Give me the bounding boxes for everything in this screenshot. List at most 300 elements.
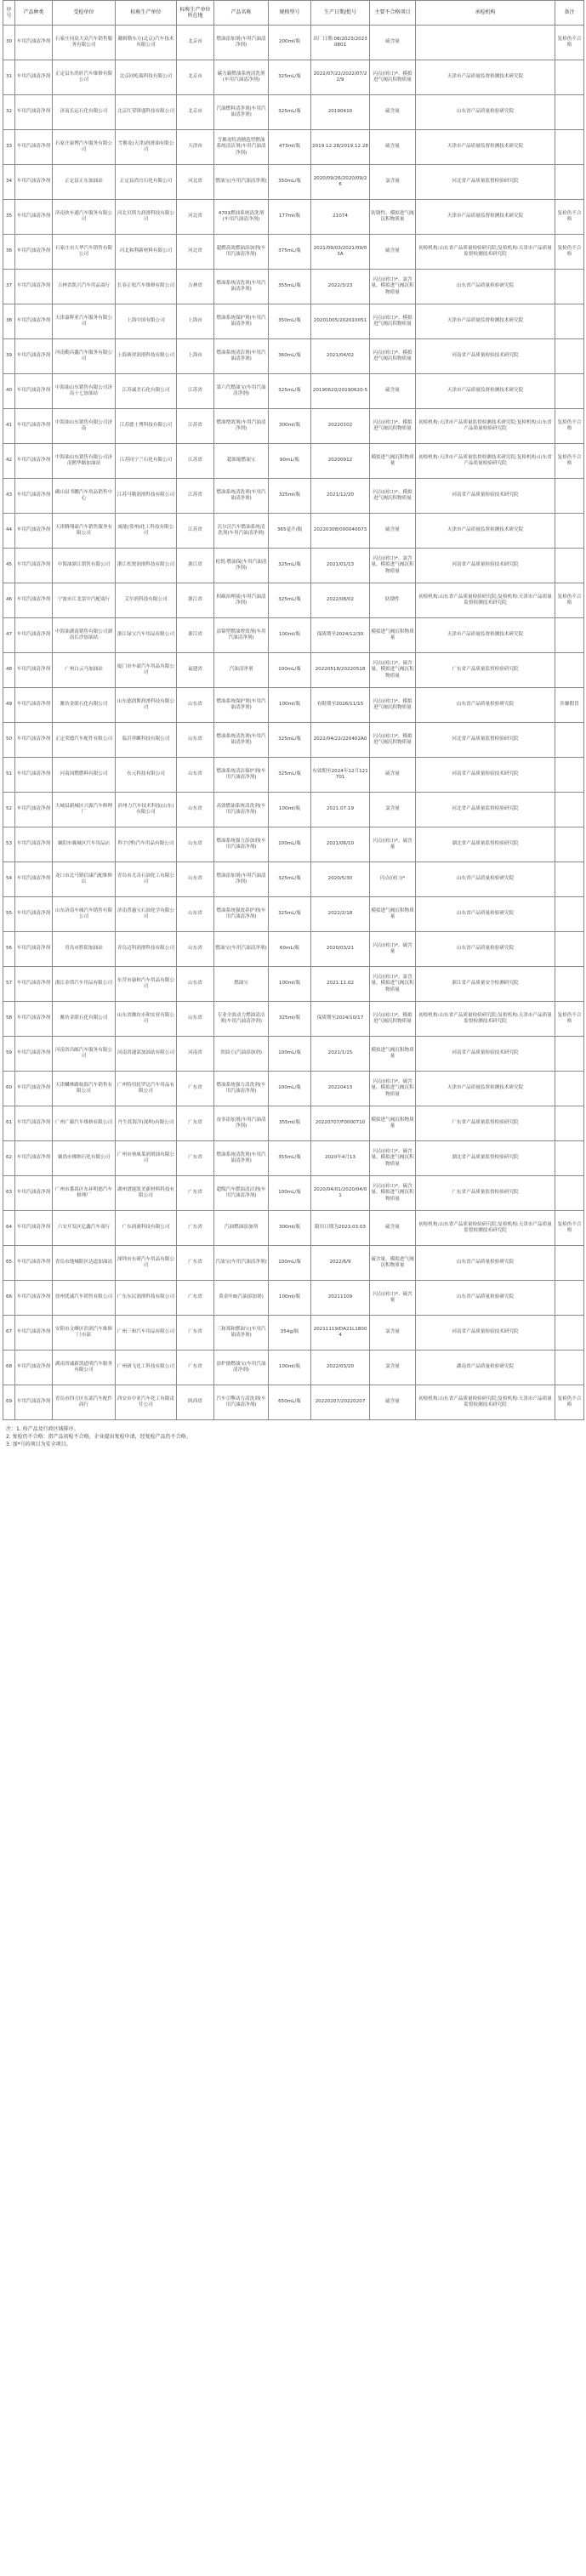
cell-spec: 177ml/瓶 <box>269 200 311 235</box>
cell-location: 浙江省 <box>177 583 214 618</box>
cell-remarks: 复检仍不合格 <box>555 235 584 270</box>
cell-category: 车用汽油清净剂 <box>15 374 53 409</box>
cell-remarks <box>555 723 584 758</box>
table-row <box>3 1385 584 1420</box>
cell-failed-items: 防锈性 <box>370 583 416 618</box>
cell-date: 20211109 <box>311 1281 370 1316</box>
cell-manufacturer: 东营市康和汽车用品有限公司 <box>116 967 177 1002</box>
table-row <box>3 827 584 862</box>
cell-remarks: 复检仍不合格 <box>555 200 584 235</box>
cell-agency: 河南省产品质量检验技术研究院 <box>416 479 555 514</box>
cell-spec: 60mL/瓶 <box>269 932 311 967</box>
cell-seq: 36 <box>3 235 15 270</box>
cell-remarks <box>555 1037 584 1072</box>
cell-location: 山东省 <box>177 897 214 932</box>
cell-inspected-unit: 天津麟林路航海汽车销售有限公司 <box>53 1072 116 1106</box>
cell-product: 超燃高效燃油添加剂(车用汽油清净剂) <box>214 235 269 270</box>
cell-spec: 300ml/瓶 <box>269 409 311 444</box>
cell-location: 山东省 <box>177 1002 214 1037</box>
cell-location: 北京市 <box>177 26 214 60</box>
cell-seq: 60 <box>3 1072 15 1106</box>
table-row <box>3 339 584 374</box>
cell-product: 燃油系统强效养护剂(车用汽油清净剂) <box>214 897 269 932</box>
cell-spec: 355ml/瓶 <box>269 1106 311 1141</box>
cell-seq: 51 <box>3 758 15 793</box>
table-row <box>3 1037 584 1072</box>
cell-manufacturer: 山东省潍坊市和实业有限公司 <box>116 1002 177 1037</box>
cell-spec: 350mL/瓶 <box>269 165 311 200</box>
cell-product: 第六代燃油宝(车用汽油清净剂) <box>214 374 269 409</box>
header-failed-items: 主要不合格项目 <box>370 1 416 26</box>
cell-date: 2021/06/10 <box>311 827 370 862</box>
cell-agency: 广东省产品质量监督检验研究院 <box>416 1106 555 1141</box>
cell-manufacturer: 北京红荣锋盛科技有限公司 <box>116 95 177 130</box>
cell-inspected-unit: 青岛市地城阳区达道加油站 <box>53 1246 116 1281</box>
cell-failed-items: 模拟进气阀沉积物质量 <box>370 618 416 653</box>
cell-seq: 46 <box>3 583 15 618</box>
cell-agency: 初检机构:山东省产品质量检验研究院;复检机构:天津市产品质量监督检测技术研究院 <box>416 235 555 270</box>
cell-failed-items: 硫含量 <box>370 374 416 409</box>
cell-remarks: 复检仍不合格 <box>555 26 584 60</box>
cell-spec: 325ml/瓶 <box>269 479 311 514</box>
table-row <box>3 1316 584 1351</box>
cell-product: 燃油添加剂(车用汽油清净剂) <box>214 862 269 897</box>
cell-remarks <box>555 1246 584 1281</box>
cell-date: 2021/04/02 <box>311 339 370 374</box>
cell-seq: 42 <box>3 444 15 479</box>
cell-remarks <box>555 60 584 95</box>
cell-failed-items: 硫含量 <box>370 514 416 549</box>
cell-agency: 山东省产品质量检验研究院 <box>416 1281 555 1316</box>
cell-manufacturer: 长春正松汽车维修有限公司 <box>116 270 177 304</box>
cell-date: 保质期至2024/10/17 <box>311 1002 370 1037</box>
cell-location: 河北省 <box>177 235 214 270</box>
cell-agency: 山东省产品质量检验研究院 <box>416 688 555 723</box>
table-row <box>3 932 584 967</box>
cell-spec: 100ml/瓶 <box>269 618 311 653</box>
cell-seq: 33 <box>3 130 15 165</box>
cell-location: 河北省 <box>177 200 214 235</box>
cell-agency: 湖北省产品质量监督检验研究院 <box>416 1141 555 1176</box>
cell-manufacturer: 戴姆勒东方(北京)汽车技术有限公司 <box>116 26 177 60</box>
cell-location: 广东省 <box>177 1106 214 1141</box>
cell-inspected-unit: 中海油湖南销售有限公司湖南长沙加油站 <box>53 618 116 653</box>
cell-category: 车用汽油清净剂 <box>15 1316 53 1351</box>
cell-location: 山东省 <box>177 827 214 862</box>
cell-category: 车用汽油清净剂 <box>15 723 53 758</box>
cell-product: 燃油宝(车用汽油清净剂) <box>214 165 269 200</box>
cell-product: 松悦·燃油保(车用汽油清净剂) <box>214 549 269 583</box>
table-header-row <box>3 1 584 26</box>
cell-category: 车用汽油清净剂 <box>15 444 53 479</box>
cell-manufacturer: 滨州力汽车技术科技(山东)有限公司 <box>116 793 177 827</box>
cell-spec: 100mL/瓶 <box>269 1037 311 1072</box>
cell-failed-items: 闪点(闭口)*、模拟进气阀沉积物质量 <box>370 1002 416 1037</box>
cell-date: 20200912 <box>311 444 370 479</box>
cell-spec: 100mL/瓶 <box>269 1176 311 1211</box>
cell-product: 燃油系统清洁剂(车用汽油清净剂) <box>214 339 269 374</box>
cell-product: 燃油添加剂(车用汽油清净剂) <box>214 26 269 60</box>
cell-manufacturer: 广州市奥威莱润滑油有限公司 <box>116 1141 177 1176</box>
cell-spec: 100ml/瓶 <box>269 1281 311 1316</box>
cell-remarks <box>555 270 584 304</box>
cell-seq: 56 <box>3 932 15 967</box>
cell-seq: 34 <box>3 165 15 200</box>
table-row <box>3 583 584 618</box>
cell-category: 车用汽油清净剂 <box>15 1246 53 1281</box>
cell-spec: 325mL/瓶 <box>269 758 311 793</box>
cell-category: 车用汽油清净剂 <box>15 827 53 862</box>
cell-seq: 62 <box>3 1141 15 1176</box>
cell-seq: 52 <box>3 793 15 827</box>
cell-product: 三和郑和燃油宝(车用汽油清净剂) <box>214 1316 269 1351</box>
cell-manufacturer: 河北和利新材料有限公司 <box>116 235 177 270</box>
cell-location: 山东省 <box>177 967 214 1002</box>
cell-product: 省油王(汽油添加剂) <box>214 1037 269 1072</box>
cell-location: 河北省 <box>177 165 214 200</box>
table-row <box>3 1351 584 1385</box>
cell-agency: 河南省产品质量检验技术研究院 <box>416 1037 555 1072</box>
inspection-table <box>3 0 584 1420</box>
cell-category: 车用汽油清净剂 <box>15 1351 53 1385</box>
cell-spec: 375mL/瓶 <box>269 235 311 270</box>
cell-date: 2021/01/13 <box>311 549 370 583</box>
cell-location: 上海市 <box>177 304 214 339</box>
cell-failed-items: 硫含量 <box>370 1211 416 1246</box>
cell-failed-items: 模拟进气阀沉积物质量 <box>370 444 416 479</box>
cell-spec: 473ml/瓶 <box>269 130 311 165</box>
cell-seq: 39 <box>3 339 15 374</box>
cell-seq: 55 <box>3 897 15 932</box>
cell-manufacturer: 厦门市车豪汽车用品有限公司 <box>116 653 177 688</box>
cell-manufacturer: 河北贝斯力润滑科技有限公司 <box>116 200 177 235</box>
cell-location: 山东省 <box>177 758 214 793</box>
footnotes <box>6 1425 586 1448</box>
cell-location: 广东省 <box>177 1176 214 1211</box>
cell-failed-items: 硫含量 <box>370 130 416 165</box>
cell-spec: 100ml/瓶 <box>269 688 311 723</box>
cell-spec: 650mL/瓶 <box>269 1385 311 1420</box>
cell-location: 广东省 <box>177 1072 214 1106</box>
cell-inspected-unit: 石家庄同泉大众汽车销售服务有限公司 <box>53 26 116 60</box>
cell-category: 车用汽油清净剂 <box>15 583 53 618</box>
cell-failed-items: 硫含量 <box>370 26 416 60</box>
cell-seq: 54 <box>3 862 15 897</box>
cell-agency: 山东省产品质量检验研究院 <box>416 932 555 967</box>
cell-manufacturer: 河南省通部加油站有限公司 <box>116 1037 177 1072</box>
cell-seq: 67 <box>3 1316 15 1351</box>
table-row <box>3 1246 584 1281</box>
cell-category: 车用汽油清净剂 <box>15 1037 53 1072</box>
cell-spec: 100ml/瓶 <box>269 793 311 827</box>
cell-date: 2021/1/15 <box>311 1037 370 1072</box>
cell-remarks: 复检仍不合格 <box>555 583 584 618</box>
cell-date: 限用日期为2023.03.03 <box>311 1211 370 1246</box>
cell-agency: 广东省产品质量监督检验研究院 <box>416 653 555 688</box>
cell-seq: 37 <box>3 270 15 304</box>
cell-date: 有效期至2024年12月121701 <box>311 758 370 793</box>
cell-remarks <box>555 758 584 793</box>
cell-spec: 325mL/瓶 <box>269 583 311 618</box>
cell-manufacturer: 正定县尚宜石化有限公司 <box>116 165 177 200</box>
cell-product: 燃油系统清洁保护剂(车用汽油清净剂) <box>214 758 269 793</box>
cell-product: 专业全效动力燃油清洁剂(车用汽油清净剂) <box>214 1002 269 1037</box>
cell-inspected-unit: 石家庄康博汽车服务有限公司 <box>53 130 116 165</box>
cell-spec: 355mL/瓶 <box>269 1141 311 1176</box>
cell-spec: 100mL/瓶 <box>269 653 311 688</box>
cell-remarks <box>555 1176 584 1211</box>
table-row <box>3 1072 584 1106</box>
cell-spec: 200ml/瓶 <box>269 26 311 60</box>
cell-seq: 32 <box>3 95 15 130</box>
cell-location: 山东省 <box>177 688 214 723</box>
cell-location: 山东省 <box>177 932 214 967</box>
cell-manufacturer: 北京同屹瑞科技有限公司 <box>116 60 177 95</box>
cell-product: 奋多添加剂(车用汽油清净剂) <box>214 1106 269 1141</box>
cell-inspected-unit: 中海油浙江销售有限公司 <box>53 549 116 583</box>
cell-remarks: 复检仍不合格 <box>555 444 584 479</box>
cell-remarks <box>555 618 584 653</box>
cell-product: 燃油系统清洗剂(车用汽油清净剂) <box>214 723 269 758</box>
cell-manufacturer: 深圳市东研汽车用品有限公司 <box>116 1246 177 1281</box>
cell-agency: 天津市产品质量监督检测技术研究院 <box>416 618 555 653</box>
cell-inspected-unit: 中海油山东销售有限公司济南鹊华路加油站 <box>53 444 116 479</box>
cell-agency: 河南省产品质量检验技术研究院 <box>416 758 555 793</box>
table-row <box>3 653 584 688</box>
cell-inspected-unit: 潍坊金联石化有限公司 <box>53 688 116 723</box>
cell-category: 车用汽油清净剂 <box>15 1106 53 1141</box>
cell-category: 车用汽油清净剂 <box>15 479 53 514</box>
cell-failed-items: 闪点(闭口)*、硫含量、模拟进气阀沉积物质量 <box>370 1072 416 1106</box>
table-row <box>3 374 584 409</box>
cell-product: 燃油系统强力清洗剂(车用汽油清净剂) <box>214 1072 269 1106</box>
cell-failed-items: 防锈性、模拟进气阀沉积物质量 <box>370 200 416 235</box>
cell-remarks <box>555 967 584 1002</box>
cell-category: 车用汽油清净剂 <box>15 793 53 827</box>
cell-seq: 66 <box>3 1281 15 1316</box>
cell-category: 车用汽油清净剂 <box>15 409 53 444</box>
table-row <box>3 549 584 583</box>
cell-seq: 41 <box>3 409 15 444</box>
table-row <box>3 165 584 200</box>
cell-remarks <box>555 549 584 583</box>
cell-date: 2020年4月13 <box>311 1141 370 1176</box>
cell-remarks <box>555 339 584 374</box>
cell-location: 江苏省 <box>177 444 214 479</box>
cell-manufacturer: 科宇(博)汽车用品有限公司 <box>116 827 177 862</box>
cell-manufacturer: 江苏诚美石化有限公司 <box>116 374 177 409</box>
cell-date: 20220413 <box>311 1072 370 1106</box>
cell-category: 车用汽油清净剂 <box>15 932 53 967</box>
cell-failed-items: 闪点(闭口)*、硫含量 <box>370 1281 416 1316</box>
cell-inspected-unit: 河南国燃燃料有限公司 <box>53 758 116 793</box>
cell-inspected-unit: 河南勤昌鑫汽车服务有限公司 <box>53 339 116 374</box>
cell-manufacturer: 临沂祥麒科技有限公司 <box>116 723 177 758</box>
cell-date: 2020/09/26/2020/09/26 <box>311 165 370 200</box>
cell-product: 燃油系统保护剂(车用汽油清净剂) <box>214 688 269 723</box>
cell-agency: 天津市产品质量监督检测技术研究院 <box>416 374 555 409</box>
cell-product: 添炉励燃油宝(车用汽油清净剂) <box>214 1351 269 1385</box>
cell-product: 超浓缩燃油宝 <box>214 444 269 479</box>
header-product: 产品名称 <box>214 1 269 26</box>
cell-inspected-unit: 青岛市胜阳加油站 <box>53 932 116 967</box>
cell-seq: 64 <box>3 1211 15 1246</box>
cell-date: 20211119/DA21L18004 <box>311 1316 370 1351</box>
cell-spec: 100mL/瓶 <box>269 827 311 862</box>
cell-category: 车用汽油清净剂 <box>15 862 53 897</box>
cell-remarks <box>555 479 584 514</box>
cell-location: 江苏省 <box>177 479 214 514</box>
cell-inspected-unit: 正定荣德汽车配件有限公司 <box>53 723 116 758</box>
footnote: 注：1. 按产品及行政区域排序。 <box>6 1426 79 1432</box>
cell-seq: 63 <box>3 1176 15 1211</box>
cell-inspected-unit: 广州市番禺区东环明德汽车修理厂 <box>53 1176 116 1211</box>
cell-date: 出厂日期:08/2023/20230801 <box>311 26 370 60</box>
cell-location: 江苏省 <box>177 514 214 549</box>
cell-seq: 57 <box>3 967 15 1002</box>
cell-remarks <box>555 1106 584 1141</box>
cell-date: 2022/3/23 <box>311 270 370 304</box>
table-row <box>3 1176 584 1211</box>
cell-product: 高效燃油系统清洗剂(车用汽油清净剂) <box>214 793 269 827</box>
cell-agency: 初检机构:山东省产品质量检验研究院;复检机构:天津市产品质量监督检测技术研究院 <box>416 1211 555 1246</box>
table-row <box>3 60 584 95</box>
cell-spec: 300ml/瓶 <box>269 1211 311 1246</box>
cell-spec: 90mL/瓶 <box>269 444 311 479</box>
cell-location: 广东省 <box>177 1141 214 1176</box>
cell-manufacturer: 威能(常州)化工科技有限公司 <box>116 514 177 549</box>
cell-manufacturer: 东元科技有限公司 <box>116 758 177 793</box>
cell-category: 车用汽油清净剂 <box>15 339 53 374</box>
cell-inspected-unit: 青岛市四方区东部汽车配件商行 <box>53 1385 116 1420</box>
cell-manufacturer: 艾尔润科技有限公司 <box>116 583 177 618</box>
cell-remarks <box>555 862 584 897</box>
cell-agency: 湖南省产品质量检验研究院 <box>416 1351 555 1385</box>
cell-date: 有限期至2026/11/15 <box>311 688 370 723</box>
cell-location: 浙江省 <box>177 618 214 653</box>
cell-spec: 100ml/瓶 <box>269 1351 311 1385</box>
cell-manufacturer: 上海赛羿润滑科技有限公司 <box>116 339 177 374</box>
cell-location: 广东省 <box>177 1316 214 1351</box>
cell-agency: 天津市产品质量监督检测技术研究院 <box>416 1072 555 1106</box>
cell-remarks <box>555 130 584 165</box>
cell-remarks <box>555 1281 584 1316</box>
table-row <box>3 235 584 270</box>
cell-failed-items: 模拟进气阀沉积物质量 <box>370 1106 416 1141</box>
cell-product: 黄金叶8(汽油添加剂) <box>214 1281 269 1316</box>
cell-product: 燃油系统清洗剂(车用汽油清净剂) <box>214 479 269 514</box>
cell-spec: 355mL/瓶 <box>269 270 311 304</box>
cell-location: 江苏省 <box>177 374 214 409</box>
cell-date: 20220707/F0000710 <box>311 1106 370 1141</box>
cell-agency: 初检机构:天津市产品质量监督检测技术研究院;复检机构:山东省产品质量检验研究院 <box>416 409 555 444</box>
header-manufacturer: 标称生产单位 <box>116 1 177 26</box>
table-row <box>3 688 584 723</box>
cell-failed-items: 闪点(闭口)*、氯含量、模拟进气阀沉积物质量 <box>370 270 416 304</box>
cell-manufacturer: 江苏德士博科技有限公司 <box>116 409 177 444</box>
cell-inspected-unit: 天津腾翔豪汽车销售服务有限公司 <box>53 514 116 549</box>
cell-remarks <box>555 793 584 827</box>
cell-spec: 325mL/瓶 <box>269 862 311 897</box>
cell-inspected-unit: 中海油山东销售有限公司济南十七加油站 <box>53 374 116 409</box>
cell-category: 车用汽油清净剂 <box>15 200 53 235</box>
cell-manufacturer: 西安市中亚汽车化工有限责任公司 <box>116 1385 177 1420</box>
cell-seq: 59 <box>3 1037 15 1072</box>
cell-manufacturer: 广东润浦科技有限公司 <box>116 1211 177 1246</box>
cell-remarks <box>555 374 584 409</box>
cell-inspected-unit: 宁波市江北雷中汽配商行 <box>53 583 116 618</box>
cell-location: 广东省 <box>177 1246 214 1281</box>
cell-failed-items: 闪点(闭口)*、模拟进气阀沉积物质量 <box>370 409 416 444</box>
cell-category: 车用汽油清净剂 <box>15 897 53 932</box>
cell-spec: 365毫升/瓶 <box>269 514 311 549</box>
cell-agency: 天津市产品质量监督检测技术研究院 <box>416 200 555 235</box>
cell-failed-items: 氯含量 <box>370 1351 416 1385</box>
cell-agency: 初检机构:山东省产品质量检验研究院;复检机构:天津市产品质量监督检测技术研究院 <box>416 1385 555 1420</box>
cell-seq: 61 <box>3 1106 15 1141</box>
cell-manufacturer: 江苏同宁兰石化有限公司 <box>116 444 177 479</box>
cell-date: 保质期至2024/12/30 <box>311 618 370 653</box>
cell-manufacturer: 丹生蓝海洋(深圳)有限公司 <box>116 1106 177 1141</box>
table-row <box>3 444 584 479</box>
cell-category: 车用汽油清净剂 <box>15 1385 53 1420</box>
table-row <box>3 967 584 1002</box>
cell-seq: 35 <box>3 200 15 235</box>
cell-agency: 初检机构:山东省产品质量检验研究院;复检机构:天津市产品质量监督检测技术研究院 <box>416 583 555 618</box>
cell-spec: 325mL/瓶 <box>269 60 311 95</box>
cell-failed-items: 闪点(闭口)*、模拟进气阀沉积物质量 <box>370 688 416 723</box>
cell-inspected-unit: 正定县正东加油站 <box>53 165 116 200</box>
cell-product: 燃油增效剂(车用汽油清净剂) <box>214 409 269 444</box>
cell-date: 2021/12/20 <box>311 479 370 514</box>
cell-location: 浙江省 <box>177 549 214 583</box>
table-row <box>3 1211 584 1246</box>
cell-remarks <box>555 1316 584 1351</box>
cell-manufacturer: 青岛市尤奇石油化工有限公司 <box>116 862 177 897</box>
cell-product: 燃油系统清洗剂(车用汽油清净剂) <box>214 270 269 304</box>
cell-product: 燃油宝(车用汽油清净剂) <box>214 932 269 967</box>
table-row <box>3 1002 584 1037</box>
cell-manufacturer: 雪佛龙(天津)润滑油有限公司 <box>116 130 177 165</box>
cell-remarks: 复检仍不合格 <box>555 409 584 444</box>
cell-inspected-unit: 大城县新城区兴源汽车修理厂 <box>53 793 116 827</box>
cell-location: 山东省 <box>177 862 214 897</box>
cell-inspected-unit: 中海油山东销售有限公司济南 <box>53 409 116 444</box>
cell-date: 2022/2/18 <box>311 897 370 932</box>
cell-product: 雪佛龙特劲精选型燃油系统清洁剂(车用汽油清净剂) <box>214 130 269 165</box>
cell-inspected-unit: 石家庄市大华汽车销售有限公司 <box>53 235 116 270</box>
cell-seq: 45 <box>3 549 15 583</box>
cell-remarks <box>555 1351 584 1385</box>
cell-location: 北京市 <box>177 95 214 130</box>
cell-location: 陕西省 <box>177 1385 214 1420</box>
table-row <box>3 618 584 653</box>
cell-remarks: 复检仍不合格 <box>555 1211 584 1246</box>
cell-product: 汽车引擎动力清洗剂(车用汽油清净剂) <box>214 1385 269 1420</box>
table-row <box>3 26 584 60</box>
cell-product: 汽油燃油添加剂 <box>214 1211 269 1246</box>
cell-agency: 河南省产品质量检验技术研究院 <box>416 549 555 583</box>
cell-seq: 31 <box>3 60 15 95</box>
cell-spec: 100ml/瓶 <box>269 967 311 1002</box>
table-row <box>3 270 584 304</box>
cell-spec: 350mL/瓶 <box>269 304 311 339</box>
cell-category: 车用汽油清净剂 <box>15 1176 53 1211</box>
cell-manufacturer: 浙江绿宝汽车用品有限公司 <box>116 618 177 653</box>
cell-inspected-unit: 龙口市北马镇信康汽配维修店 <box>53 862 116 897</box>
cell-inspected-unit: 湖南省诚新凯道明汽车服务有限公司 <box>53 1351 116 1385</box>
cell-failed-items: 闪点(闭口)*、模拟进气阀沉积物质量 <box>370 339 416 374</box>
